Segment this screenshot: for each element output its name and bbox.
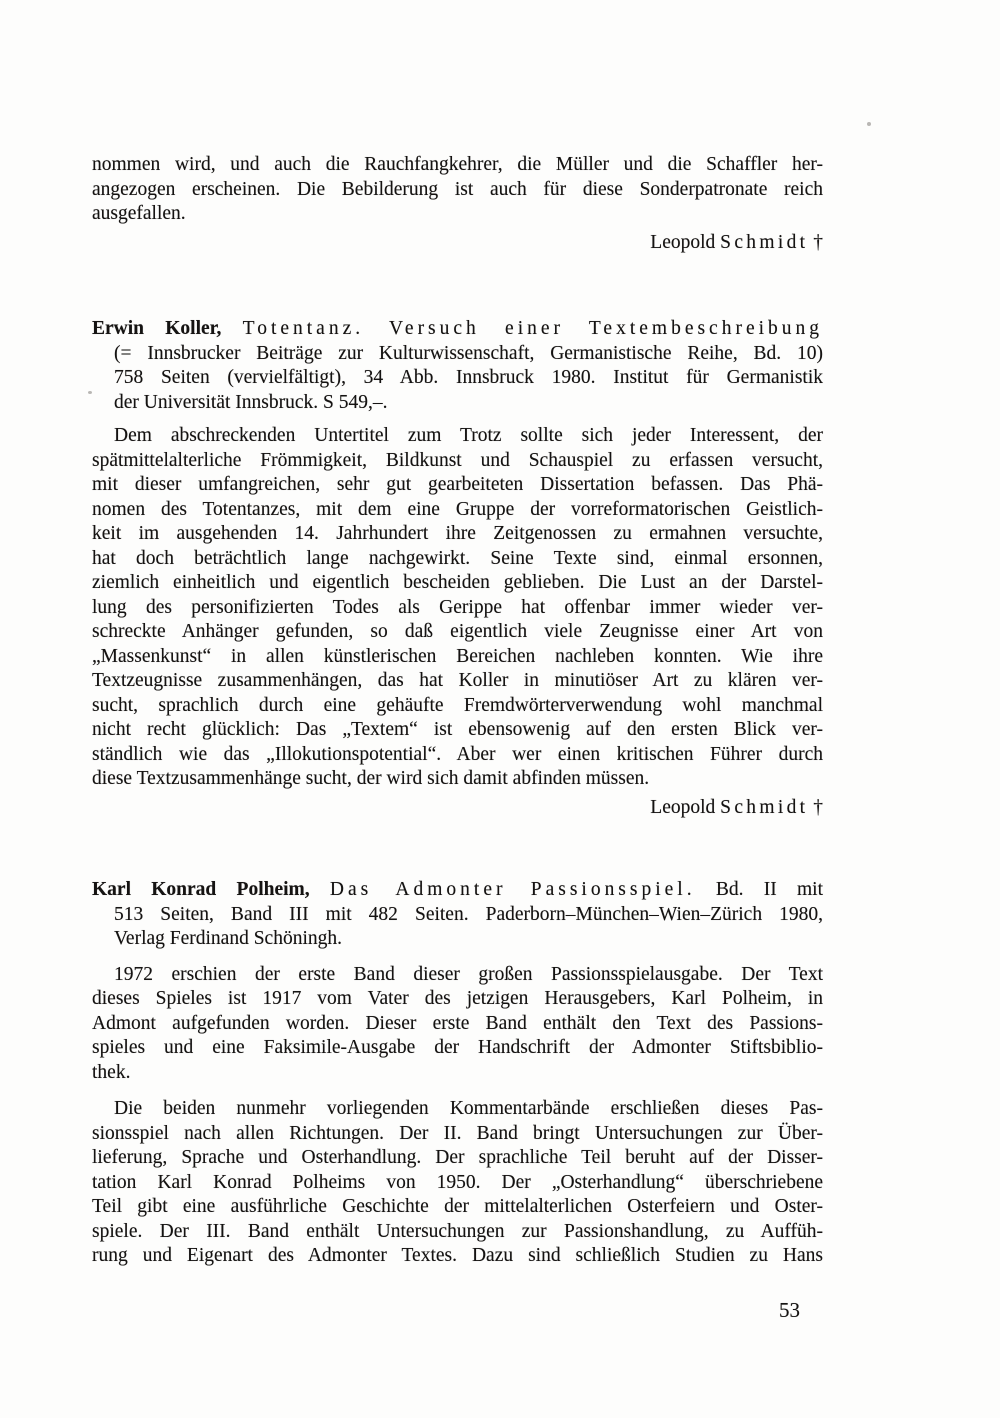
page-number: 53 <box>779 1298 800 1322</box>
paragraph-line: spätmittelalterliche Frömmigkeit, Bildkunst und Schauspiel zu erfassen versucht, <box>92 449 823 471</box>
review-author: Karl Konrad Polheim, <box>92 879 310 900</box>
heading-line <box>92 878 823 903</box>
review-paragraph <box>92 424 823 792</box>
review-biblio-line: der Universität Innsbruck. S 549,–. <box>114 391 388 413</box>
paragraph-line: „Massenkunst“ in allen künstlerischen Bereichen nachleben konnten. Wie ihre <box>92 645 823 667</box>
paragraph-line: Dem abschreckenden Untertitel zum Trotz sollte sich jeder Interessent, der <box>114 425 823 446</box>
heading-line <box>92 317 823 342</box>
paragraph-line: hat doch beträchtlich lange nachgewirkt. Seine Texte sind, einmal ersonnen, <box>92 547 823 569</box>
paragraph-line: schreckte Anhänger gefunden, so daß eigentlich viele Zeugnisse einer Art von <box>92 621 823 642</box>
reviewer-last-name: Schmidt <box>720 231 809 253</box>
review-biblio-line: (= Innsbrucker Beiträge zur Kulturwissenschaft, Germanistische Reihe, Bd. 10) <box>114 342 823 364</box>
paragraph-line: nicht recht glücklich: Das „Textem“ ist ebensowenig auf den ersten Blick ver- <box>92 719 823 740</box>
reviewer-signature <box>92 231 823 256</box>
review-paragraph <box>92 1097 823 1269</box>
paragraph-line: nomen des Totentanzes, mit dem eine Gruppe der vorreformatorischen Geistlich- <box>92 498 823 520</box>
review-heading-koller <box>92 317 823 415</box>
review-biblio-line: 513 Seiten, Band III mit 482 Seiten. Paderborn–München–Wien–Zürich 1980, <box>114 903 823 925</box>
paragraph-line: thek. <box>92 1061 131 1083</box>
review-biblio-line: 758 Seiten (vervielfältigt), 34 Abb. Innsbruck 1980. Institut für Germanistik <box>114 367 823 388</box>
review-title: Das Admonter Passionsspiel. <box>329 879 696 900</box>
continuation-paragraph <box>92 153 823 227</box>
paragraph-line: keit im ausgehenden 14. Jahrhundert ihre Zeitgenossen zu ermahnen versuchte, <box>92 523 823 544</box>
paragraph-line: sionsspiel nach allen Richtungen. Der II. Band bringt Untersuchungen zur Über- <box>92 1122 823 1144</box>
review-biblio-line: Verlag Ferdinand Schöningh. <box>114 928 343 949</box>
paragraph-line: spiele. Der III. Band enthält Untersuchungen zur Passionshandlung, zu Auffüh- <box>92 1220 823 1242</box>
paragraph-line: tation Karl Konrad Polheims von 1950. Der „Osterhandlung“ überschriebene <box>92 1171 823 1193</box>
paragraph-line: ständlich wie das „Illokutionspotential“. Aber wer einen kritischen Führer durch <box>92 743 823 765</box>
review-heading-polheim <box>92 878 823 952</box>
paragraph-line: rung und Eigenart des Admonter Textes. Dazu sind schließlich Studien zu Hans <box>92 1245 823 1266</box>
paragraph-line: angezogen erscheinen. Die Bebilderung ist auch für diese Sonderpatronate reich <box>92 178 823 200</box>
paragraph-line: 1972 erschien der erste Band dieser großen Passionsspielausgabe. Der Text <box>114 963 823 985</box>
reviewer-last-name: Schmidt <box>720 796 809 818</box>
paragraph-line: dieses Spieles ist 1917 vom Vater des jetzigen Herausgebers, Karl Polheim, in <box>92 988 823 1009</box>
text-column <box>92 0 823 1269</box>
reviewer-signature <box>92 796 823 821</box>
paragraph-line: Die beiden nunmehr vorliegenden Kommentarbände erschließen dieses Pas- <box>114 1098 823 1119</box>
dagger-mark: † <box>813 231 823 253</box>
paragraph-line: lieferung, Sprache und Osterhandlung. Der sprachliche Teil beruht auf der Disser- <box>92 1147 823 1168</box>
paragraph-line: nommen wird, und auch die Rauchfangkehrer, die Müller und die Schaffler her- <box>92 154 823 175</box>
reviewer-first-name: Leopold <box>650 231 716 253</box>
review-paragraph <box>92 963 823 1086</box>
paragraph-line: mit dieser umfangreichen, sehr gut gearbeiteten Dissertation befassen. Das Phä- <box>92 474 823 495</box>
dagger-mark: † <box>813 796 823 818</box>
paragraph-line: ausgefallen. <box>92 203 186 224</box>
review-title-tail: Bd. II mit <box>715 879 824 900</box>
paragraph-line: diese Textzusammenhänge sucht, der wird sich damit abfinden müssen. <box>92 768 650 789</box>
paragraph-line: lung des personifizierten Todes als Gerippe hat offenbar immer wieder ver- <box>92 596 823 618</box>
paragraph-line: Textzeugnisse zusammenhängen, das hat Koller in minutiöser Art zu klären ver- <box>92 670 823 691</box>
paragraph-line: ziemlich einheitlich und eigentlich bescheiden geblieben. Die Lust an der Darstel- <box>92 572 823 593</box>
paragraph-line: sucht, sprachlich durch eine gehäufte Fremdwörterverwendung wohl manchmal <box>92 694 823 716</box>
paragraph-line: Teil gibt eine ausführliche Geschichte der mittelalterlichen Osterfeiern und Oster- <box>92 1196 823 1217</box>
paragraph-line: Admont aufgefunden worden. Dieser erste Band enthält den Text des Passions- <box>92 1012 823 1034</box>
reviewer-first-name: Leopold <box>650 796 716 818</box>
paragraph-line: spieles und eine Faksimile-Ausgabe der Handschrift der Admonter Stiftsbiblio- <box>92 1037 823 1058</box>
scan-artifact <box>867 122 871 126</box>
review-title: Totentanz. Versuch einer Textembeschreibung <box>242 318 824 339</box>
review-author: Erwin Koller, <box>92 318 222 339</box>
